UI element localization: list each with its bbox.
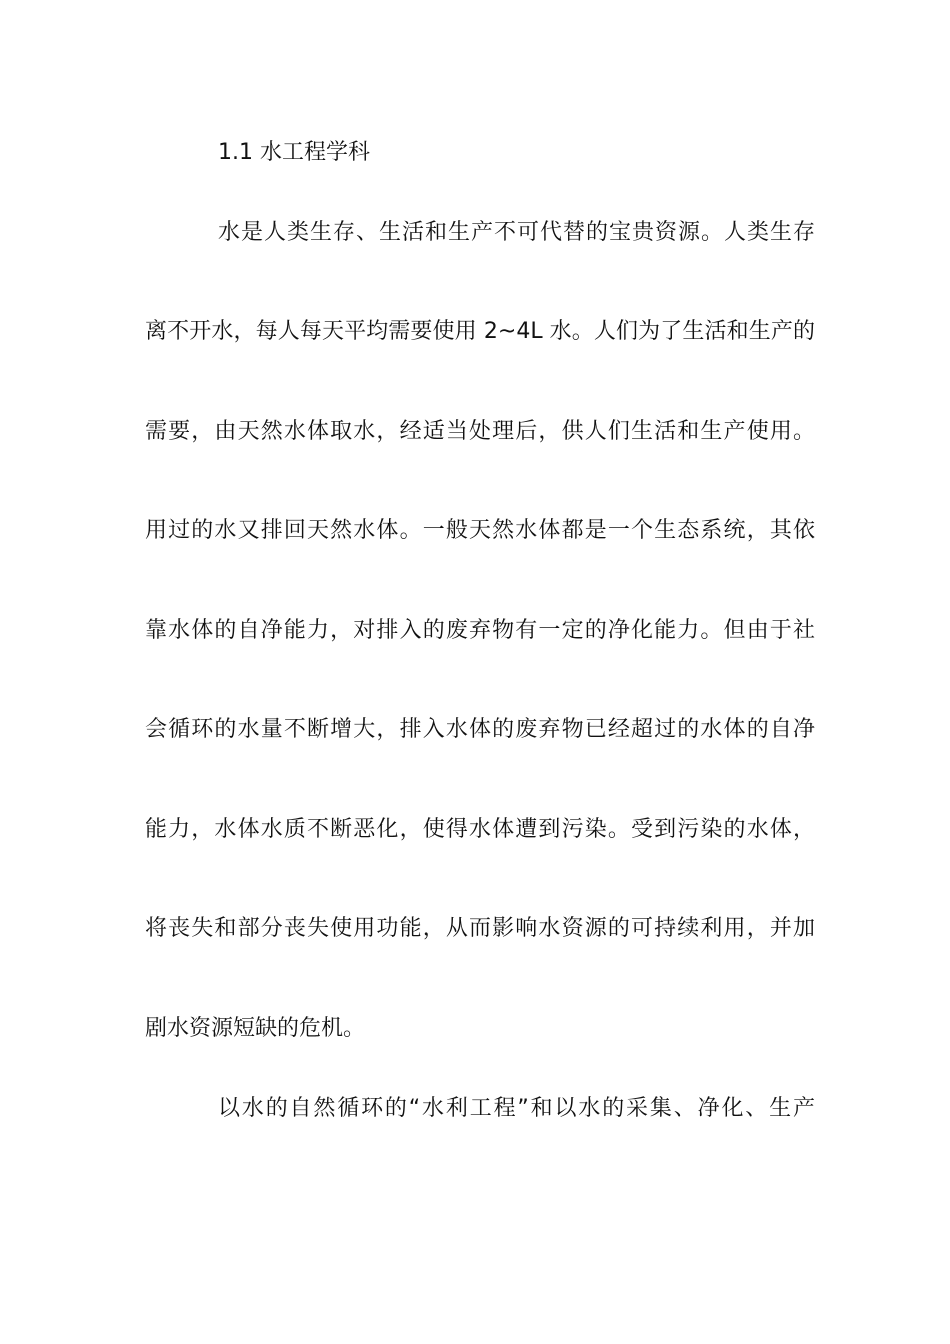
paragraph-line: 需要，由天然水体取水，经适当处理后，供人们生活和生产使用。: [145, 419, 815, 444]
section-heading: 1.1 水工程学科: [218, 140, 370, 165]
paragraph-line: 离不开水，每人每天平均需要使用 2~4L 水。人们为了生活和生产的: [145, 319, 815, 344]
paragraph-line: 会循环的水量不断增大，排入水体的废弃物已经超过的水体的自净: [145, 717, 815, 742]
paragraph-line: 用过的水又排回天然水体。一般天然水体都是一个生态系统，其依: [145, 518, 815, 543]
paragraph-line: 以水的自然循环的“水利工程”和以水的采集、净化、生产: [218, 1096, 815, 1121]
paragraph-line: 将丧失和部分丧失使用功能，从而影响水资源的可持续利用，并加: [145, 916, 815, 941]
paragraph-line: 能力，水体水质不断恶化，使得水体遭到污染。受到污染的水体，: [145, 817, 815, 842]
paragraph-line: 水是人类生存、生活和生产不可代替的宝贵资源。人类生存: [218, 220, 815, 245]
paragraph-line: 靠水体的自净能力，对排入的废弃物有一定的净化能力。但由于社: [145, 618, 815, 643]
paragraph-line: 剧水资源短缺的危机。: [145, 1016, 366, 1041]
